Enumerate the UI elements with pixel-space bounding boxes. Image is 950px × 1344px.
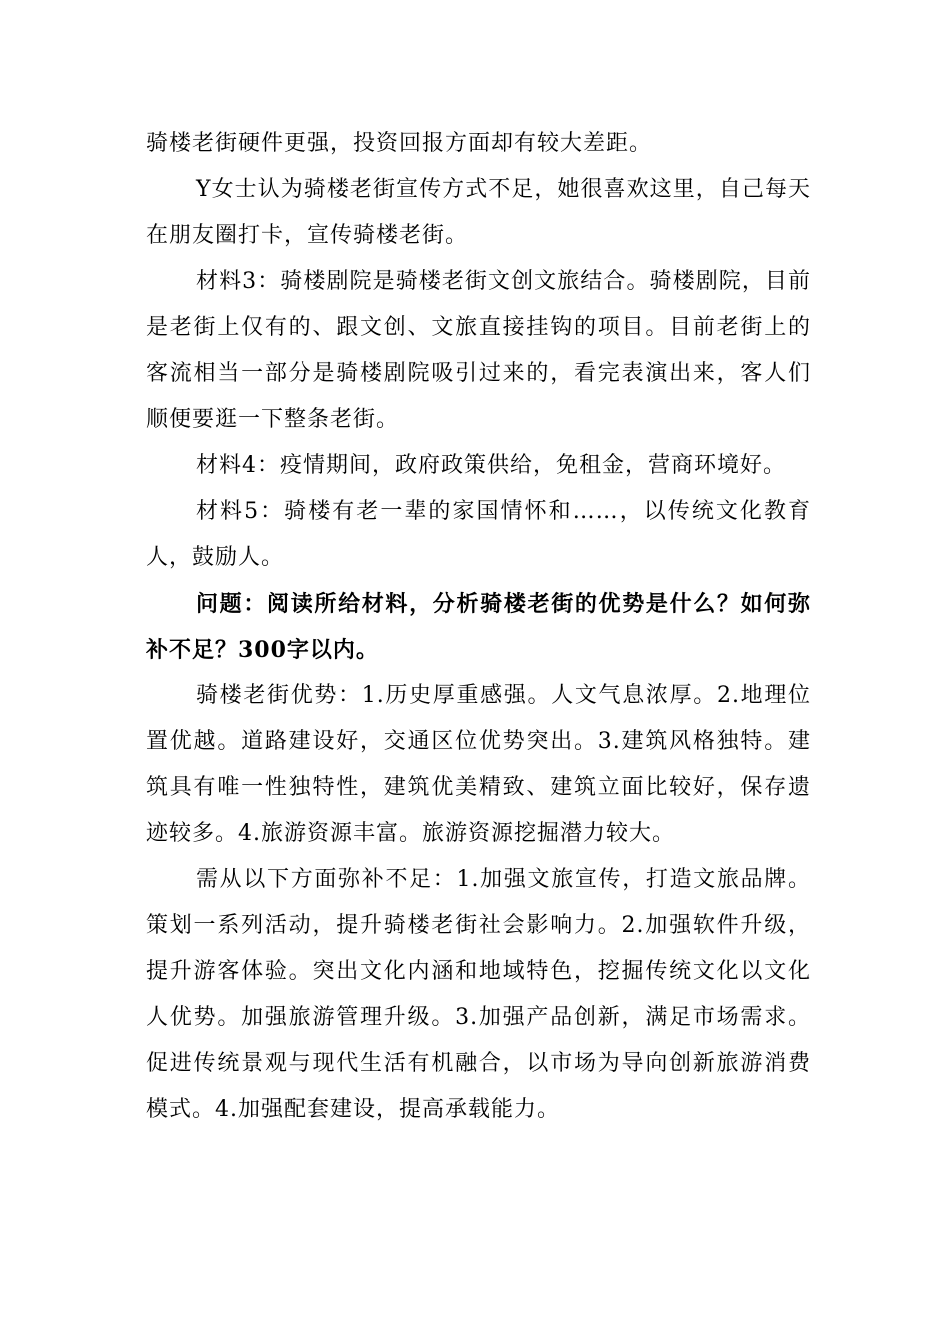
paragraph-material-5: 材料5：骑楼有老一辈的家国情怀和……，以传统文化教育人，鼓励人。 xyxy=(146,499,811,570)
document-body xyxy=(146,121,811,1133)
paragraph-material-4: 材料4：疫情期间，政府政策供给，免租金，营商环境好。 xyxy=(196,453,786,478)
answer-advantages: 骑楼老街优势：1.历史厚重感强。人文气息浓厚。2.地理位置优越。道路建设好，交通区位优势突出。3.建筑风格独特。建筑具有唯一性独特性，建筑优美精致、建筑立面比较好，保存遗迹较多。4.旅游资源丰富。旅游资源挖掘潜力较大。 xyxy=(146,683,811,846)
question-heading: 问题：阅读所给材料，分析骑楼老街的优势是什么？如何弥补不足？300字以内。 xyxy=(146,591,811,663)
paragraph-y-opinion: Y女士认为骑楼老街宣传方式不足，她很喜欢这里，自己每天在朋友圈打卡，宣传骑楼老街。 xyxy=(146,177,811,248)
paragraph-continuation: 骑楼老街硬件更强，投资回报方面却有较大差距。 xyxy=(146,131,653,156)
paragraph-material-3: 材料3：骑楼剧院是骑楼老街文创文旅结合。骑楼剧院，目前是老街上仅有的、跟文创、文旅直接挂钩的项目。目前老街上的客流相当一部分是骑楼剧院吸引过来的，看完表演出来，客人们顺便要逛一下整条老街。 xyxy=(146,269,811,432)
answer-improvements: 需从以下方面弥补不足：1.加强文旅宣传，打造文旅品牌。策划一系列活动，提升骑楼老街社会影响力。2.加强软件升级，提升游客体验。突出文化内涵和地域特色，挖掘传统文化以文化人优势。加强旅游管理升级。3.加强产品创新，满足市场需求。促进传统景观与现代生活有机融合，以市场为导向创新旅游消费模式。4.加强配套建设，提高承载能力。 xyxy=(146,867,811,1122)
